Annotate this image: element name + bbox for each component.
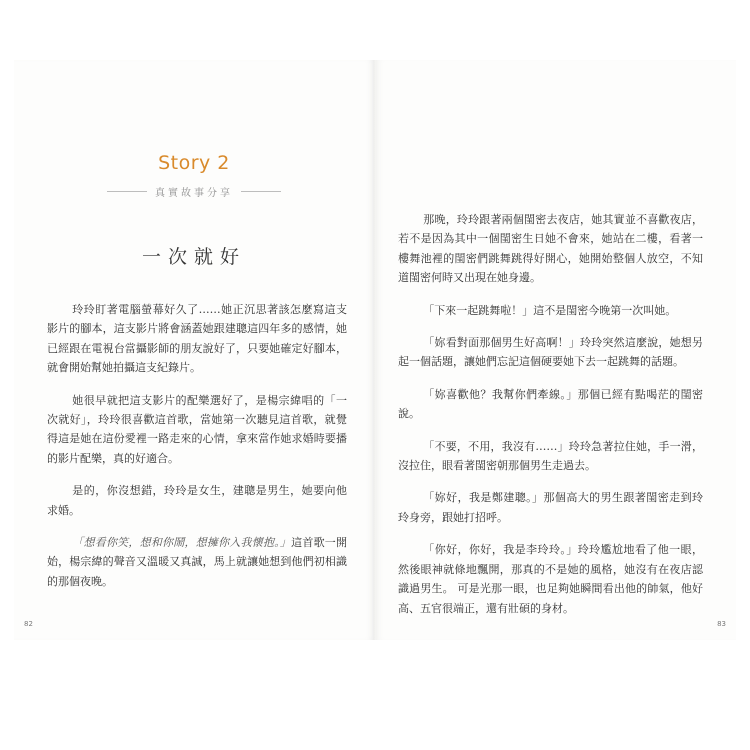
page-number-right: 83 <box>717 620 726 628</box>
subtitle-rule-right <box>241 191 281 192</box>
lyric-followup: 這首歌一開始，楊宗緯的聲音又溫暖又真誠，馬上就讓她想到他們初相識的那個夜晚。 <box>47 536 348 588</box>
right-page <box>376 60 736 640</box>
paragraph: 玲玲盯著電腦螢幕好久了……她正沉思著該怎麼寫這支影片的腳本，這支影片將會涵蓋她跟建聰這四年多的感情，她已經跟在電視台當攝影師的朋友說好了，只要她確定好腳本，就會開始幫她拍攝這支紀錄片。 <box>47 303 347 375</box>
paragraph: 她很早就把這支影片的配樂選好了，是楊宗緯唱的「一次就好」，玲玲很喜歡這首歌，當她第一次聽見這首歌，就覺得這是她在這份愛裡一路走來的心情，拿來當作她求婚時要播的影片配樂，真的好適合。 <box>47 393 347 465</box>
paragraph: 「妳好，我是鄭建聰。」那個高大的男生跟著閨密走到玲玲身旁，跟她打招呼。 <box>398 491 703 524</box>
right-page-body <box>398 210 703 631</box>
subtitle: 真實故事分享 <box>155 188 233 199</box>
lyric-quote: 「想看你笑，想和你鬧，想擁你入我懷抱。」 <box>72 536 292 550</box>
paragraph: 「妳看對面那個男生好高啊！」玲玲突然這麼說，她想另起一個話題，讓她們忘記這個硬要她下去一起跳舞的話題。 <box>398 336 703 369</box>
left-page <box>14 60 374 640</box>
story-label: Story 2 <box>158 152 230 174</box>
paragraph: 「妳喜歡他？我幫你們牽線。」那個已經有點喝茫的閨密說。 <box>398 387 703 421</box>
left-page-body <box>47 300 347 604</box>
paragraph: 是的，你沒想錯，玲玲是女生，建聰是男生，她要向他求婚。 <box>47 484 347 517</box>
paragraph: 「不要，不用，我沒有……」玲玲急著拉住她，手一滑，沒拉住，眼看著閨密朝那個男生走過去。 <box>398 439 703 473</box>
paragraph: 「你好，你好，我是李玲玲。」玲玲尷尬地看了他一眼，然後眼神就條地飄開，那真的不是她的風格，她沒有在夜店認識過男生。 可是光那一眼，也足夠她瞬間看出他的帥氣，他好高、五官很端正，還有壯碩的身材。 <box>398 543 703 615</box>
page-number-left: 82 <box>24 620 33 628</box>
paragraph-with-lyric <box>47 533 347 591</box>
paragraph: 「下來一起跳舞啦！」這不是閨密今晚第一次叫她。 <box>423 303 677 317</box>
subtitle-row <box>14 184 374 199</box>
chapter-title: 一次就好 <box>141 246 246 268</box>
subtitle-rule-left <box>107 191 147 192</box>
paragraph: 那晚，玲玲跟著兩個閨密去夜店，她其實並不喜歡夜店，若不是因為其中一個閨密生日她不會來，她站在二樓，看著一樓舞池裡的閨密們跳舞跳得好開心，她開始整個人放空，不知道閨密何時又出現在她身邊。 <box>398 213 703 285</box>
